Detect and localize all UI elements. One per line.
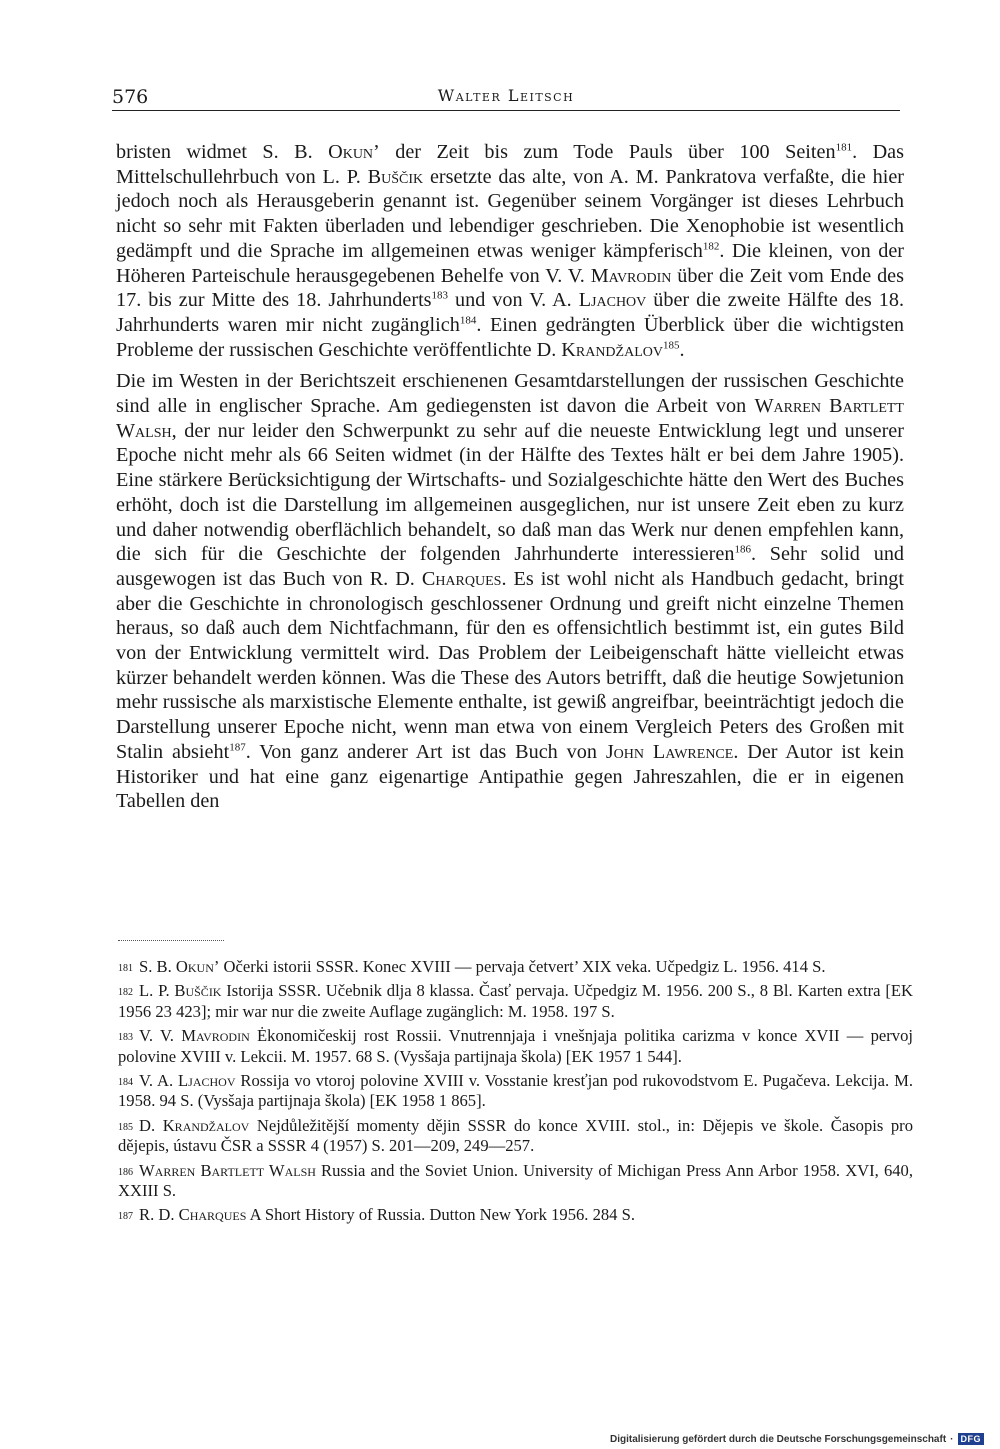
- footnote-text: Ėkonomičeskij rost Rossii. Vnutrennjaja i vnešnjaja politika carizma v konce XVII — pervoj polovine XVIII v. Lekcii. M. 1957. 68 S. (Vysšaja partijnaja škola) [EK 1957 1 544].: [118, 1026, 913, 1066]
- page-number: 576: [112, 86, 149, 108]
- footnote-number: 187: [118, 1211, 133, 1223]
- footnote-text: Rossija vo vtoroj polovine XVIII v. Vosstanie kresťjan pod rukovodstvom E. Pugačeva. Lekcija. M. 1958. 94 S. (Vysšaja partijnaja škola) [EK 1958 1 865].: [118, 1071, 913, 1111]
- footnote-author: S. B. Okun’: [139, 957, 220, 976]
- author-name: John Lawrence: [605, 740, 734, 763]
- footnote-ref[interactable]: 182: [702, 240, 720, 253]
- running-title: Walter Leitsch: [437, 86, 575, 105]
- footnote-author: R. D. Charques: [139, 1205, 247, 1225]
- text-run: . Das Mittelschullehrbuch von L. P.: [116, 141, 904, 188]
- footnote-ref[interactable]: 185: [662, 338, 680, 351]
- paragraph-2: [116, 369, 904, 814]
- running-header: [112, 86, 900, 111]
- footnote-author: D. Krandžalov: [139, 1115, 250, 1135]
- footnote-ref[interactable]: 184: [459, 314, 477, 327]
- footnote-183: [118, 1026, 913, 1067]
- author-name: Krandžalov: [561, 338, 663, 361]
- text-run: . Von ganz anderer Art ist das Buch von: [245, 740, 606, 763]
- footnote-number: 183: [118, 1032, 133, 1044]
- footnote-number: 185: [118, 1121, 133, 1133]
- footnote-185: [118, 1116, 913, 1157]
- footnote-text: Nejdůležitější momenty dějin SSSR do konce XVIII. stol., in: Dějepis ve škole. Časopis pro dějepis, ústavu ČSR a SSSR 4 (1957) S. 201—209, 249—257.: [118, 1115, 913, 1156]
- footnote-text: A Short History of Russia. Dutton New York 1956. 284 S.: [246, 1205, 635, 1225]
- text-run: Die im Westen in der Berichtszeit erschienenen Gesamtdarstellungen der russischen Geschichte sind alle in englischer Sprache. Am gediegensten ist davon die Arbeit von: [116, 370, 904, 418]
- footnote-181: [118, 957, 913, 977]
- dfg-logo-icon: DFG: [958, 1433, 985, 1445]
- footnotes: [118, 957, 913, 1230]
- body-text: [116, 140, 904, 814]
- text-run: . Sehr solid und ausgewogen ist das Buch von R. D.: [116, 543, 905, 590]
- text-run: . Der Autor ist kein Historiker und hat eine ganz eigenartige Antipathie gegen Jahreszahlen, die er in eigenen Tabellen den: [116, 740, 904, 813]
- footnote-186: [118, 1161, 913, 1202]
- footnote-author: L. P. Buščik: [139, 981, 222, 1001]
- text-run: . Einen gedrängten Überblick über die wichtigsten Probleme der russischen Geschichte veröffentlichte D.: [116, 313, 905, 361]
- footnote-author: V. A. Ljachov: [139, 1071, 236, 1091]
- text-run: bristen widmet S. B.: [116, 141, 329, 163]
- author-name: Ljachov: [578, 289, 647, 312]
- footnote-182: [118, 981, 913, 1022]
- footnote-text: Istorija SSSR. Učebnik dlja 8 klassa. Časť pervaja. Učpedgiz M. 1956. 200 S., 8 Bl. Karten extra [EK 1956 23 423]; mir war nur die zweite Auflage zugänglich: M. 1958. 197 S.: [118, 981, 913, 1021]
- author-name: Okun’: [328, 141, 380, 163]
- footnote-number: 186: [118, 1166, 133, 1178]
- text-run: . Es ist wohl nicht als Handbuch gedacht, bringt aber die Geschichte in chronologisch geschlossener Ordnung und greift nicht einzelne Themen heraus, so daß auch dem Nichtfachmann, für den es offensichtlich bestimmt ist, ein gutes Bild von der Entwicklung vermittelt wird. Das Problem der Leibeigenschaft hätte vielleicht etwas kürzer behandelt werden können. Was die These des Autors betrifft, daß die heutige Sowjetunion mehr russische als marxistische Elemente enthalte, ist gewiß angreifbar, beeinträchtigt jedoch die Darstellung unserer Epoche nicht, wenn man etwa von einem Vergleich Peters des Großen mit Stalin absieht: [116, 567, 904, 763]
- footnote-text: Russia and the Soviet Union. University of Michigan Press Ann Arbor 1958. XVI, 640, XXIII S.: [118, 1160, 913, 1201]
- author-name: Warren Bartlett Walsh: [116, 395, 904, 442]
- footnote-text: Očerki istorii SSSR. Konec XVIII — pervaja četvert’ XIX veka. Učpedgiz L. 1956. 414 S.: [219, 957, 826, 976]
- text-run: , der nur leider den Schwerpunkt zu sehr auf die neueste Entwicklung legt und unserer Epoche nicht mehr als 66 Seiten widmet (in der Hälfte des Textes hält er bei dem Jahre 1905). Eine stärkere Berücksichtigung der Wirtschafts- und Sozialgeschichte hätte den Wert des Buches erhöht, doch ist die Darstellung im allgemeinen ausgeglichen, nur ist unsere Zeit eben zu kurz und daher notwendig oberflächlich behandelt, so daß man das Werk nur denen empfehlen kann, die sich für die Geschichte der folgenden Jahrhunderte interessieren: [116, 419, 904, 566]
- footnote-number: 184: [118, 1077, 133, 1089]
- footnote-187: [118, 1205, 913, 1225]
- footnote-author: Warren Bartlett Walsh: [139, 1160, 316, 1180]
- footnote-ref[interactable]: 183: [431, 289, 449, 302]
- author-name: Charques: [421, 567, 502, 590]
- footnote-ref[interactable]: 186: [734, 543, 751, 556]
- paragraph-1: [116, 140, 904, 362]
- text-run: der Zeit bis zum Tode Pauls über 100 Seiten: [379, 141, 836, 163]
- author-name: Mavrodin: [590, 264, 672, 287]
- text-run: über die zweite Hälfte des 18. Jahrhunderts waren mir nicht zugänglich: [116, 289, 905, 336]
- footnote-author: V. V. Mavrodin: [139, 1026, 250, 1046]
- footnote-number: 182: [118, 987, 133, 999]
- text-run: und von V. A.: [448, 289, 579, 312]
- text-run: . Die kleinen, von der Höheren Parteischule herausgegebenen Behelfe von V. V.: [116, 239, 904, 287]
- dfg-logo-separator: ·: [950, 1433, 954, 1445]
- footnote-184: [118, 1071, 913, 1112]
- text-run: .: [679, 338, 685, 361]
- digitization-credit: [610, 1432, 984, 1446]
- digitization-credit-text: Digitalisierung gefördert durch die Deutsche Forschungsgemeinschaft: [609, 1433, 947, 1445]
- footnote-divider: [118, 940, 224, 941]
- footnote-number: 181: [118, 963, 133, 974]
- author-name: Buščik: [367, 165, 424, 188]
- text-run: über die Zeit vom Ende des 17. bis zur Mitte des 18. Jahrhunderts: [116, 264, 904, 312]
- footnote-ref[interactable]: 187: [229, 741, 246, 754]
- footnote-ref[interactable]: 181: [835, 141, 853, 154]
- text-run: ersetzte das alte, von A. M. Pankratova verfaßte, die hier jedoch noch als Herausgeberin genannt ist. Gegenüber seinem Vorgänger ist dieses Lehrbuch nicht so sehr mit Fakten überladen und lebendiger geschrieben. Die Xenophobie ist wesentlich gedämpft und die Sprache im allgemeinen etwas weniger kämpferisch: [116, 165, 904, 262]
